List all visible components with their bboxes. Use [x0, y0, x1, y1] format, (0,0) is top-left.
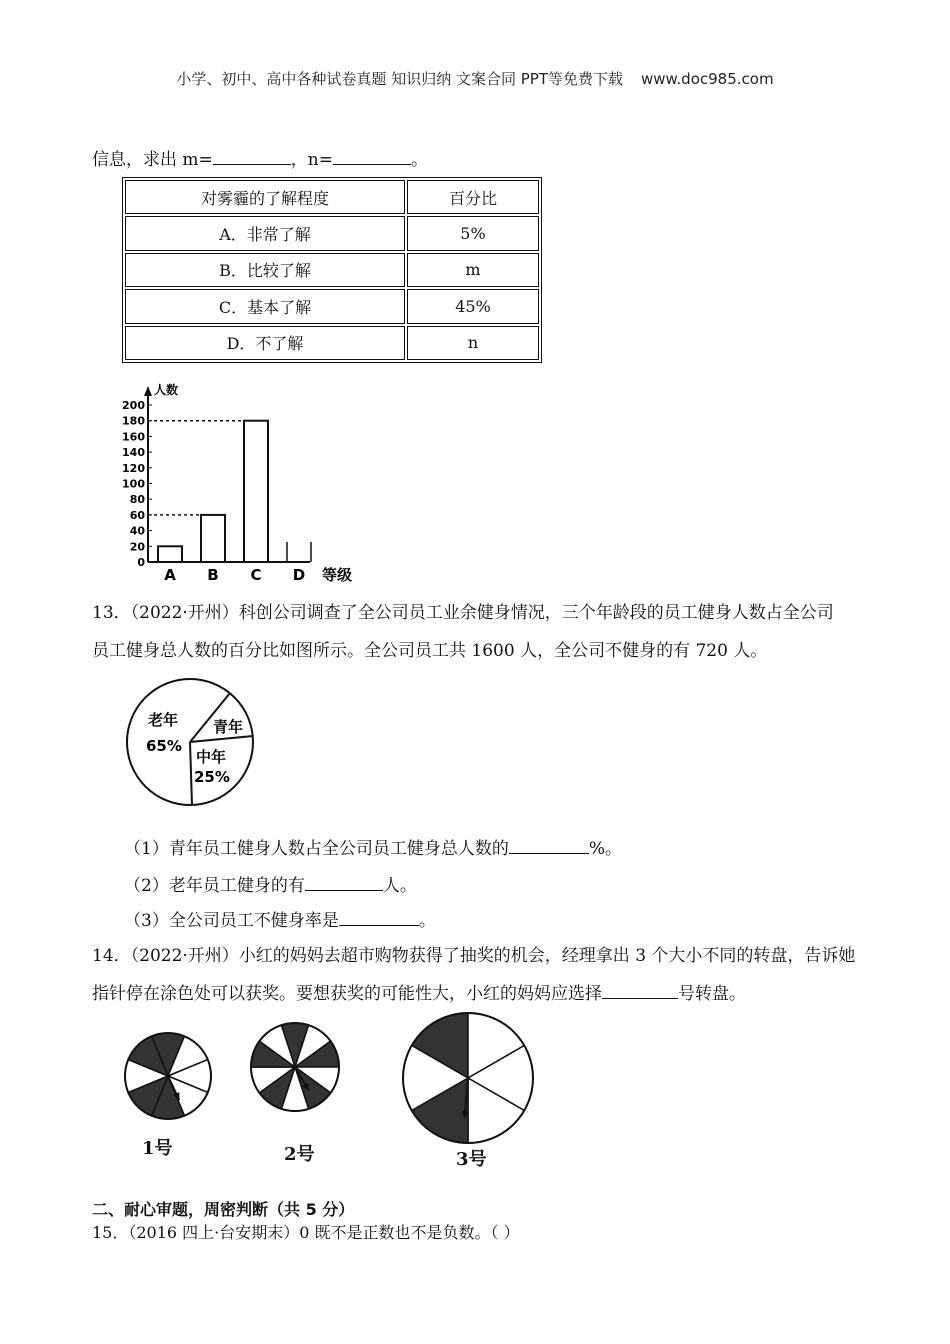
q13-text1: 科创公司调查了全公司员工业余健身情况，三个年龄段的员工健身人数占全公司 — [238, 603, 834, 623]
x-tick-label: A — [164, 566, 176, 584]
bar-chart — [110, 380, 360, 585]
answer-blank-rate[interactable] — [339, 909, 419, 926]
q12-end: 。 — [410, 150, 428, 170]
q13-text2: 员工健身总人数的百分比如图所示。全公司员工共 1600 人，全公司不健身的有 720 人。 — [92, 641, 768, 661]
table-header-row — [125, 180, 539, 214]
q13-sub3-suffix: 。 — [418, 911, 436, 931]
q15-line — [92, 1220, 520, 1243]
q12-mid: ，n= — [290, 150, 333, 170]
table-header-cell: 对雾霾的了解程度 — [125, 180, 405, 214]
q15-source: （2016 四上·台安期末） — [128, 1223, 300, 1242]
table-row — [125, 253, 539, 287]
pie-value-old: 65% — [146, 737, 182, 755]
q15-number: 15． — [92, 1223, 129, 1242]
q14-line1 — [92, 941, 855, 966]
table-cell: n — [407, 326, 539, 360]
q13-sub2 — [124, 871, 417, 896]
q15-text: 0 既不是正数也不是负数。（ ） — [299, 1223, 520, 1242]
q12-tail — [92, 145, 428, 170]
y-tick-label: 60 — [129, 508, 145, 522]
table-row — [125, 216, 539, 250]
q14-text1: 小红的妈妈去超市购物获得了抽奖的机会，经理拿出 3 个大小不同的转盘，告诉她 — [238, 946, 856, 966]
q13-sub1 — [124, 834, 622, 859]
x-tick-label: B — [207, 566, 219, 584]
page-header — [0, 68, 950, 89]
table-cell: 5% — [407, 216, 539, 250]
q14-text2-prefix: 指针停在涂色处可以获奖。要想获奖的可能性大，小红的妈妈应选择 — [92, 984, 602, 1004]
table-header-cell: 百分比 — [407, 180, 539, 214]
y-tick-label: 160 — [122, 430, 145, 444]
q14-number: 14． — [92, 946, 131, 966]
y-tick-label: 120 — [122, 461, 145, 475]
table-cell: B．比较了解 — [125, 253, 405, 287]
answer-blank-spinner[interactable] — [602, 982, 678, 999]
table-cell: C．基本了解 — [125, 289, 405, 323]
y-tick-label: 100 — [122, 477, 145, 491]
spinner-1 — [122, 1030, 214, 1122]
spinner-label-2: 2号 — [284, 1144, 315, 1165]
table-row — [125, 289, 539, 323]
y-tick-label: 200 — [122, 399, 145, 412]
answer-blank-m[interactable] — [213, 148, 291, 165]
q13-source: （2022·开州） — [130, 603, 239, 623]
x-axis-label: 等级 — [322, 566, 353, 584]
pie-label-old: 老年 — [148, 711, 179, 729]
y-tick-label: 80 — [129, 493, 145, 507]
q13-sub1-suffix: %。 — [588, 839, 622, 859]
table-row — [125, 326, 539, 360]
q14-line2 — [92, 979, 746, 1004]
section-title: 二、耐心审题，周密判断（共 5 分） — [92, 1200, 355, 1219]
y-axis-label: 人数 — [154, 383, 179, 397]
pie-label-young: 青年 — [213, 718, 244, 736]
table-cell: D．不了解 — [125, 326, 405, 360]
q13-number: 13． — [92, 603, 131, 623]
y-tick-label: 20 — [129, 540, 145, 554]
y-tick-label: 0 — [137, 556, 145, 569]
spinner-label-1: 1号 — [142, 1138, 173, 1159]
q13-line2 — [92, 636, 767, 661]
spinner-label-3: 3号 — [456, 1149, 487, 1170]
pie-label-middle: 中年 — [196, 748, 227, 766]
q13-sub2-prefix: （2）老年员工健身的有 — [124, 876, 305, 896]
q13-line1 — [92, 598, 834, 623]
q14-text2-suffix: 号转盘。 — [678, 984, 746, 1004]
x-tick-label: C — [250, 566, 262, 584]
bar-C — [244, 421, 268, 562]
y-axis-arrow — [144, 386, 152, 396]
y-tick-label: 180 — [122, 414, 145, 428]
header-url: www.doc985.com — [640, 70, 774, 88]
bar-B — [201, 515, 225, 562]
survey-table — [122, 177, 542, 363]
q13-sub3-prefix: （3）全公司员工不健身率是 — [124, 911, 339, 931]
table-cell: m — [407, 253, 539, 287]
q13-sub1-prefix: （1）青年员工健身人数占全公司员工健身总人数的 — [124, 839, 509, 859]
fitness-pie-chart — [118, 675, 268, 810]
q14-source: （2022·开州） — [130, 946, 239, 966]
y-tick-label: 140 — [122, 446, 145, 460]
x-tick-label: D — [292, 566, 306, 584]
answer-blank-young-percent[interactable] — [509, 837, 589, 854]
q13-sub3 — [124, 906, 436, 931]
q12-prefix: 信息，求出 m= — [92, 150, 213, 170]
table-cell: A．非常了解 — [125, 216, 405, 250]
y-tick-label: 40 — [129, 524, 145, 538]
spinner-3 — [400, 1010, 536, 1146]
table-cell: 45% — [407, 289, 539, 323]
q13-sub2-suffix: 人。 — [382, 876, 417, 896]
answer-blank-n[interactable] — [333, 148, 411, 165]
bar-A — [158, 546, 182, 562]
pie-value-middle: 25% — [194, 768, 230, 786]
answer-blank-old-count[interactable] — [305, 874, 383, 891]
spinner-2 — [248, 1020, 342, 1114]
header-text: 小学、初中、高中各种试卷真题 知识归纳 文案合同 PPT等免费下载 — [176, 70, 623, 88]
